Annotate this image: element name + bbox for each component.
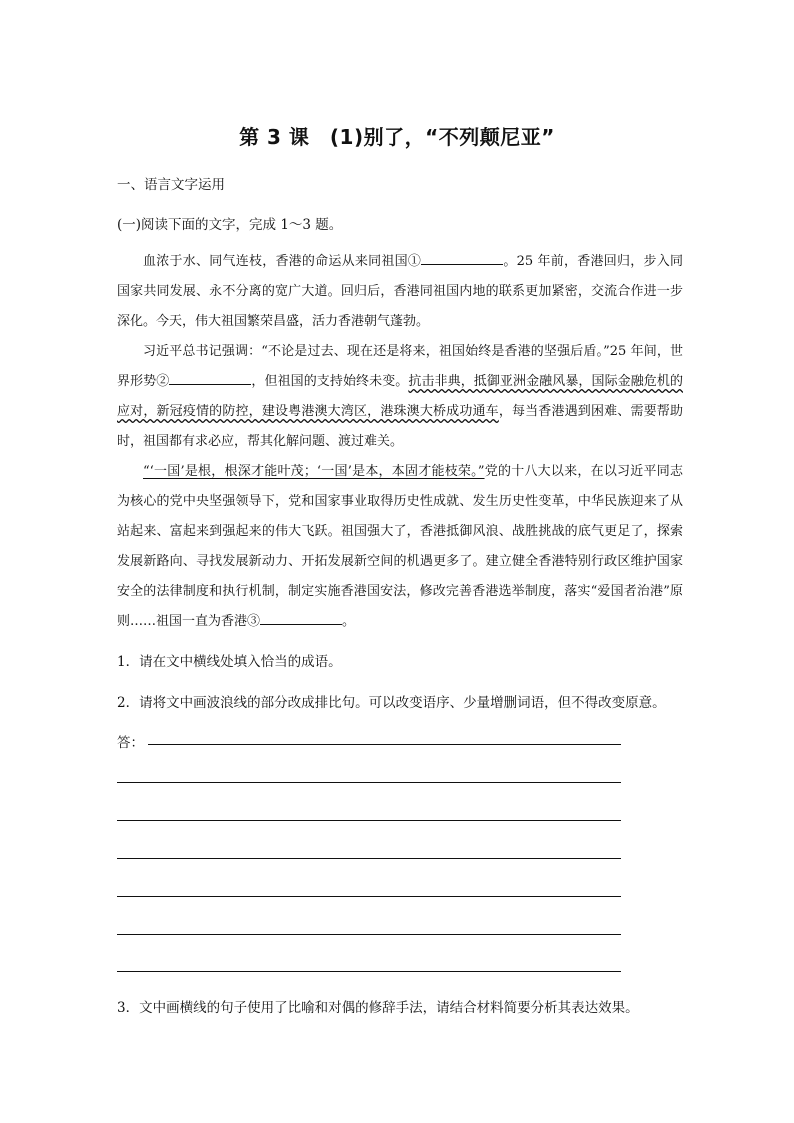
- fill-blank-2[interactable]: [169, 370, 251, 385]
- instruction-text: (一)阅读下面的文字，完成 1～3 题。: [117, 217, 343, 233]
- section-heading: 一、语言文字运用: [117, 177, 225, 193]
- passage-paragraph-2: [117, 337, 683, 457]
- answer-line[interactable]: [117, 820, 621, 821]
- answer-line[interactable]: [117, 934, 621, 935]
- passage-text: 。: [342, 614, 356, 629]
- answer-line[interactable]: [117, 971, 621, 972]
- answer-line[interactable]: [117, 896, 621, 897]
- answer-line[interactable]: [117, 858, 621, 859]
- question-2: 2．请将文中画波浪线的部分改成排比句。可以改变语序、少量增删词语，但不得改变原意。: [117, 695, 666, 711]
- passage-text: ，每当香港遇到困难、需要帮助时，祖国都有求必应，帮其化解问题、渡过难关。: [117, 404, 683, 449]
- passage-paragraph-1: [117, 247, 683, 337]
- question-1: 1．请在文中横线处填入恰当的成语。: [117, 654, 342, 670]
- question-3: 3．文中画横线的句子使用了比喻和对偶的修辞手法，请结合材料简要分析其表达效果。: [117, 1000, 639, 1016]
- passage-text: ，但祖国的支持始终未变。: [251, 374, 409, 389]
- fill-blank-1[interactable]: [421, 250, 503, 265]
- passage-text: 习近平总书记强调：“不论是过去、现在还是将来，祖国始终是香港的坚强后盾。”25 年间，世界形势②: [117, 344, 683, 389]
- passage-paragraph-3: [117, 457, 683, 637]
- wavy-underlined-text: 抗击非典，抵御亚洲金融风暴，国际金融危机的应对，新冠疫情的防控，建设粤港澳大湾区，港珠澳大桥成功通车: [117, 374, 683, 419]
- page-title: 第 3 课 (1)别了，“不列颠尼亚”: [239, 125, 555, 149]
- fill-blank-3[interactable]: [260, 610, 342, 625]
- answer-label: 答：: [117, 735, 144, 751]
- passage-text: 血浓于水、同气连枝，香港的命运从来同祖国①: [143, 254, 422, 269]
- answer-line[interactable]: [117, 782, 621, 783]
- passage-text: 。25 年前，香港回归，步入同国家共同发展、永不分离的宽广大道。回归后，香港同祖国内地的联系更加紧密，交流合作进一步深化。今天，伟大祖国繁荣昌盛，活力香港朝气蓬勃。: [117, 254, 683, 329]
- underlined-sentence: “‘一国’是根，根深才能叶茂；‘一国’是本，本固才能枝荣。”: [143, 464, 485, 479]
- reading-passage: [117, 247, 683, 637]
- passage-text: 党的十八大以来，在以习近平同志为核心的党中央坚强领导下，党和国家事业取得历史性成就、发生历史性变革，中华民族迎来了从站起来、富起来到强起来的伟大飞跃。祖国强大了，香港抵御风浪、战胜挑战的底气更足了，探索发展新路向、寻找发展新动力、开拓发展新空间的机遇更多了。建立健全香港特别行政区维护国家安全的法律制度和执行机制，制定实施香港国安法，修改完善香港选举制度，落实“爱国者治港”原则……祖国一直为香港③: [117, 464, 683, 629]
- answer-line[interactable]: [148, 744, 621, 745]
